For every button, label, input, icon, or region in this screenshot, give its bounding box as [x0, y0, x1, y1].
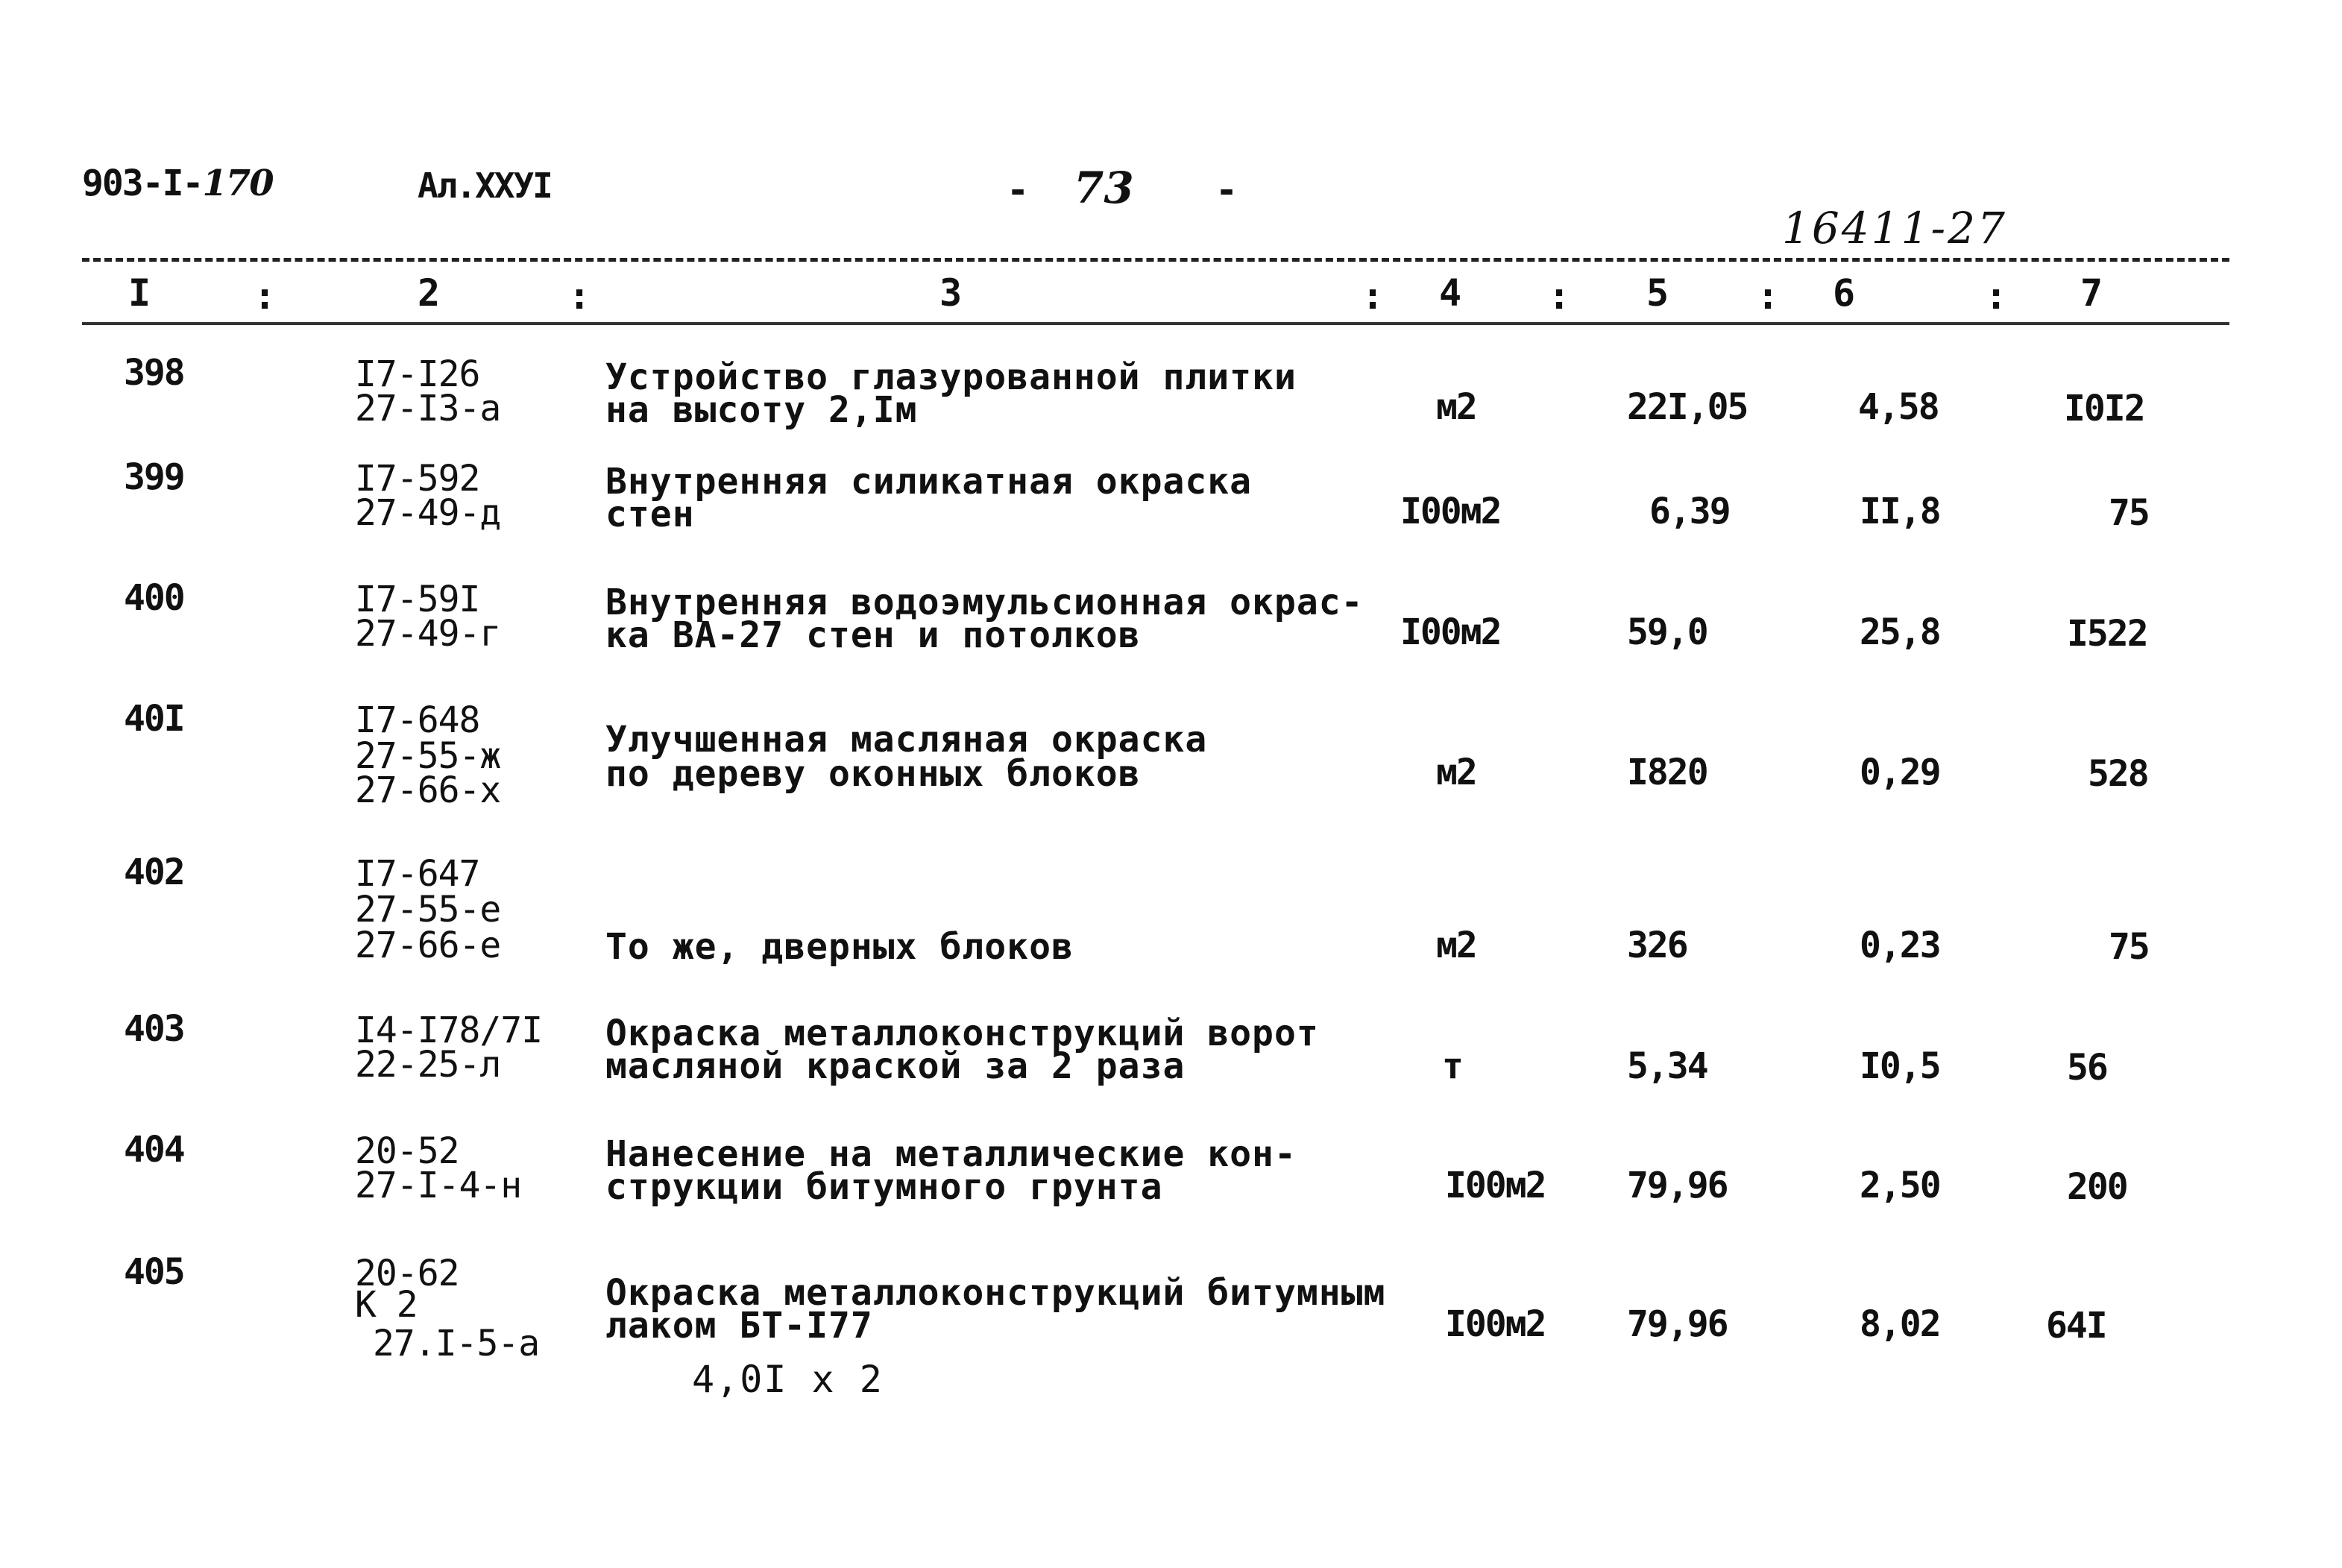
header-rule-top — [82, 258, 2229, 262]
row-description-line: Окраска металлоконструкций ворот — [605, 1013, 1319, 1054]
row-number: 404 — [124, 1129, 184, 1171]
column-heading-2: 2 — [418, 271, 441, 315]
row-quantity: 6,39 — [1649, 491, 1730, 532]
row-code-line: 27-49-д — [355, 492, 501, 534]
document-number-printed: 903-I- — [82, 163, 203, 204]
row-unit: I00м2 — [1400, 611, 1501, 653]
row-code-line: I7-592 — [355, 458, 480, 500]
row-description-line: лаком БТ-I77 — [605, 1305, 873, 1347]
column-separator: : — [254, 274, 277, 318]
row-description-line: Окраска металлоконструкций битумным — [605, 1272, 1386, 1314]
row-total: 75 — [2109, 492, 2149, 534]
header-rule-bottom — [82, 322, 2229, 325]
row-description-line: Устройство глазурованной плитки — [605, 356, 1297, 398]
column-separator: : — [1362, 274, 1385, 318]
row-code-line: 27-66-е — [355, 925, 501, 966]
album-label: Ал.XXУI — [418, 166, 552, 206]
row-code-line: I7-647 — [355, 853, 480, 895]
row-description-line: Улучшенная масляная окраска — [605, 719, 1208, 761]
row-number: 398 — [124, 352, 184, 394]
column-heading-4: 4 — [1439, 271, 1462, 315]
column-separator: : — [1985, 274, 2008, 318]
row-quantity: 326 — [1627, 925, 1687, 966]
row-code-line: 27.I-5-а — [373, 1323, 540, 1364]
row-rate: 8,02 — [1860, 1303, 1940, 1345]
row-number: 400 — [124, 577, 184, 619]
row-unit: м2 — [1436, 925, 1476, 966]
row-quantity: 5,34 — [1627, 1045, 1707, 1087]
row-code-line: 20-52 — [355, 1130, 459, 1172]
column-separator: : — [568, 274, 591, 318]
row-code-line: 27-I3-а — [355, 388, 501, 429]
row-rate: 0,23 — [1860, 925, 1940, 966]
row-description-line: Внутренняя водоэмульсионная окрас- — [605, 582, 1364, 623]
row-code-line: 27-66-х — [355, 769, 501, 811]
row-description-line: ка ВА-27 стен и потолков — [605, 614, 1141, 656]
row-quantity: I820 — [1627, 752, 1707, 793]
row-total: 64I — [2046, 1305, 2106, 1347]
row-number: 403 — [124, 1008, 184, 1050]
row-total: 56 — [2067, 1047, 2107, 1089]
row-number: 399 — [124, 456, 184, 498]
row-total: 75 — [2109, 926, 2149, 968]
row-unit: м2 — [1436, 386, 1476, 428]
row-code-line: 27-55-ж — [355, 735, 501, 777]
row-rate: 25,8 — [1860, 611, 1940, 653]
row-rate: 4,58 — [1858, 386, 1939, 428]
row-rate: 2,50 — [1860, 1165, 1940, 1206]
row-number: 40I — [124, 698, 184, 740]
column-heading-6: 6 — [1833, 271, 1856, 315]
page-dash-right: - — [1215, 169, 1238, 212]
row-rate: I0,5 — [1860, 1045, 1940, 1087]
page-number: 73 — [1074, 163, 1134, 213]
row-code-line: 20-62 — [355, 1253, 459, 1294]
row-total: 528 — [2088, 753, 2148, 795]
row-total: I0I2 — [2064, 388, 2144, 429]
row-code-line: 22-25-л — [355, 1044, 501, 1086]
row-description-line: Нанесение на металлические кон- — [605, 1133, 1297, 1175]
row-quantity: 79,96 — [1627, 1303, 1728, 1345]
column-separator: : — [1757, 274, 1780, 318]
reference-number: 16411-27 — [1782, 203, 2007, 254]
row-rate: 0,29 — [1860, 752, 1940, 793]
row-number: 405 — [124, 1251, 184, 1293]
row-rate: II,8 — [1860, 491, 1940, 532]
page-dash-left: - — [1007, 169, 1030, 212]
row-description-line: струкции битумного грунта — [605, 1166, 1163, 1208]
row-quantity: 22I,05 — [1627, 386, 1748, 428]
row-description-line: Внутренняя силикатная окраска — [605, 461, 1253, 503]
row-unit: I00м2 — [1445, 1165, 1546, 1206]
row-code-line: 27-49-г — [355, 613, 501, 655]
row-description-line: по дереву оконных блоков — [605, 753, 1141, 795]
column-heading-5: 5 — [1646, 271, 1669, 315]
column-heading-7: 7 — [2080, 271, 2103, 315]
row-total: 200 — [2067, 1166, 2127, 1208]
row-code-line: I7-59I — [355, 579, 480, 620]
row-number: 402 — [124, 851, 184, 893]
document-number-handwritten: 170 — [202, 163, 273, 204]
row-calculation-note: 4,0I х 2 — [692, 1358, 884, 1401]
row-code-line: 27-55-е — [355, 889, 501, 931]
row-code-line: 27-I-4-н — [355, 1165, 522, 1206]
row-code-line: I4-I78/7I — [355, 1010, 543, 1051]
row-quantity: 59,0 — [1627, 611, 1707, 653]
document-number — [82, 163, 273, 204]
row-description-line: То же, дверных блоков — [605, 926, 1074, 968]
row-total: I522 — [2067, 613, 2147, 655]
column-separator: : — [1548, 274, 1571, 318]
row-code-line: К 2 — [355, 1284, 418, 1326]
row-code-line: I7-I26 — [355, 353, 480, 395]
column-heading-3: 3 — [939, 271, 963, 315]
row-description-line: стен — [605, 494, 695, 535]
row-unit: м2 — [1436, 752, 1476, 793]
row-quantity: 79,96 — [1627, 1165, 1728, 1206]
row-code-line: I7-648 — [355, 699, 480, 741]
row-unit: I00м2 — [1445, 1303, 1546, 1345]
row-unit: т — [1442, 1045, 1462, 1087]
column-heading-1: I — [128, 271, 151, 315]
row-unit: I00м2 — [1400, 491, 1501, 532]
row-description-line: масляной краской за 2 раза — [605, 1045, 1186, 1087]
row-description-line: на высоту 2,Iм — [605, 389, 918, 431]
